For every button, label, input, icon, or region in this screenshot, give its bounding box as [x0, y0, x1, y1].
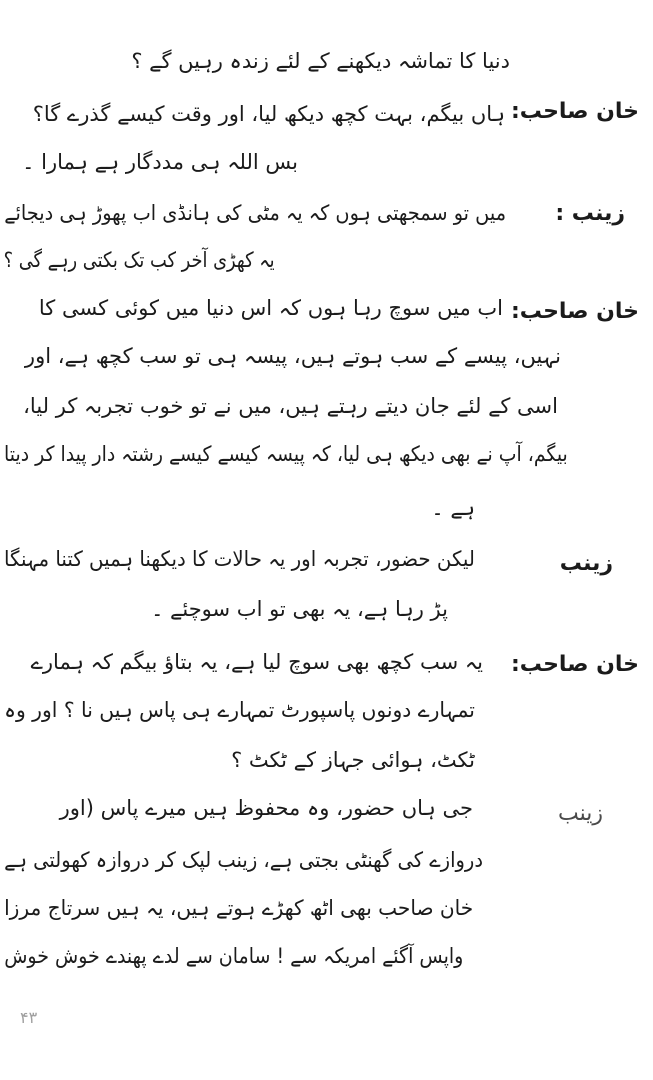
dialogue-line: ہاں بیگم، بہت کچھ دیکھ لیا، اور وقت کیسے گذرے گا؟ [32, 102, 505, 126]
dialogue-line: بیگم، آپ نے بھی دیکھ ہی لیا، کہ پیسہ کیسے کیسے رشتہ دار پیدا کر دیتا [4, 442, 568, 466]
stage-direction-line: واپس آگئے امریکہ سے ! سامان سے لدے پھندے خوش خوش [3, 944, 463, 968]
dialogue-line: اب میں سوچ رہا ہوں کہ اس دنیا میں کوئی کسی کا [38, 296, 503, 320]
dialogue-line: تمہارے دونوں پاسپورٹ تمہارے ہی پاس ہیں نا ؟ اور وہ [4, 698, 475, 722]
dialogue-line: یہ سب کچھ بھی سوچ لیا ہے، یہ بتاؤ بیگم کہ ہمارے [30, 650, 483, 674]
speaker-zainab: زینب : [555, 201, 625, 226]
dialogue-line: ٹکٹ، ہوائی جہاز کے ٹکٹ ؟ [231, 748, 475, 772]
dialogue-line: بس اللہ ہی مددگار ہے ہمارا ۔ [22, 150, 298, 174]
dialogue-line: جی ہاں حضور، وہ محفوظ ہیں میرے پاس (اور [59, 796, 473, 820]
dialogue-line: لیکن حضور، تجربہ اور یہ حالات کا دیکھنا ہمیں کتنا مہنگا [4, 547, 475, 571]
dialogue-line: اسی کے لئے جان دیتے رہتے ہیں، میں نے تو خوب تجربہ کر لیا، [23, 394, 558, 418]
stage-direction-line: خان صاحب بھی اٹھ کھڑے ہوتے ہیں، یہ ہیں سرتاج مرزا [3, 896, 473, 920]
dialogue-line: پڑ رہا ہے، یہ بھی تو اب سوچئے ۔ [151, 597, 448, 621]
stage-direction-line: دروازے کی گھنٹی بجتی ہے، زینب لپک کر دروازہ کھولتی ہے [4, 848, 483, 872]
speaker-zainab: زینب [558, 801, 603, 826]
speaker-zainab: زینب [559, 551, 613, 576]
dialogue-line: نہیں، پیسے کے سب ہوتے ہیں، پیسہ ہی تو سب کچھ ہے، اور [24, 344, 561, 368]
speaker-khan-sahib: خان صاحب: [510, 299, 639, 324]
dialogue-line: دنیا کا تماشہ دیکھنے کے لئے زندہ رہیں گے ؟ [131, 49, 510, 73]
dialogue-line: میں تو سمجھتی ہوں کہ یہ مٹی کی ہانڈی اب پھوڑ ہی دیجائے [4, 201, 506, 225]
dialogue-line: ہے ۔ [431, 496, 475, 520]
speaker-khan-sahib: خان صاحب: [510, 652, 639, 677]
page-number: ۴۳ [20, 1008, 38, 1027]
speaker-khan-sahib: خان صاحب: [510, 99, 639, 124]
dialogue-line: یہ کھڑی آخر کب تک بکتی رہے گی ؟ [3, 248, 275, 272]
